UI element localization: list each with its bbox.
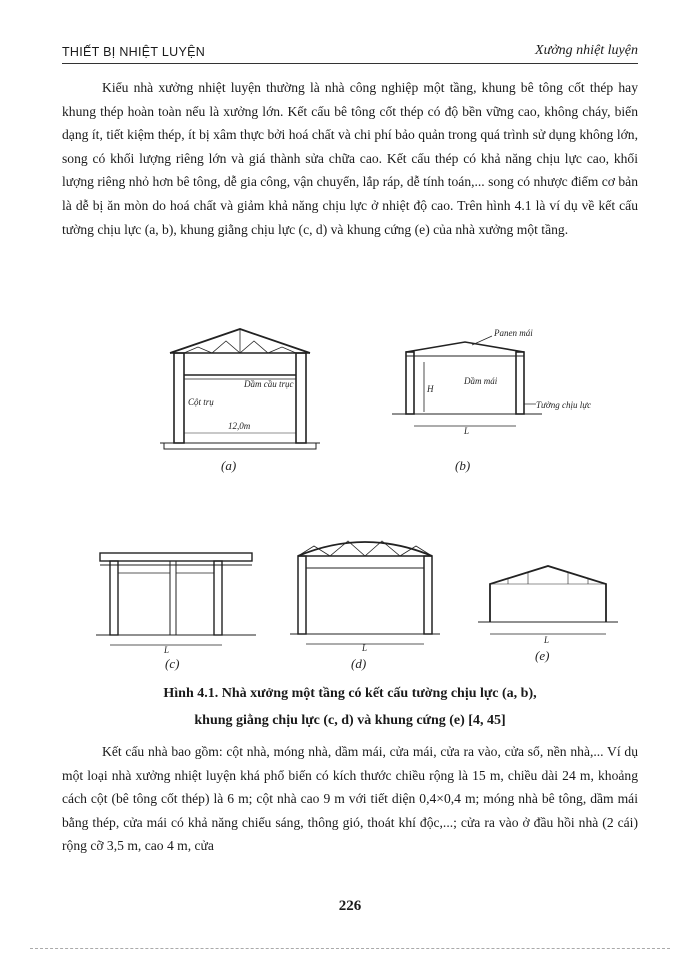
figure-b-label: (b) bbox=[455, 458, 471, 473]
figure-b-roof-panel-label: Panen mái bbox=[494, 328, 533, 338]
figure-e-length-label: L bbox=[544, 635, 550, 645]
header-chapter-title: Xưởng nhiệt luyện bbox=[535, 43, 638, 58]
figure-a-column-label: Cột trụ bbox=[188, 397, 214, 407]
figure-b-bearing-wall-label: Tường chịu lực bbox=[536, 400, 592, 410]
running-header bbox=[62, 40, 638, 64]
figure-a-bearing-wall-truss bbox=[160, 325, 320, 455]
figure-b-roof-beam-label: Dầm mái bbox=[464, 376, 498, 386]
figure-c-length-label: L bbox=[164, 645, 170, 655]
figure-b-bearing-wall-beam bbox=[392, 322, 612, 437]
figure-c-braced-frame-flat bbox=[96, 545, 256, 655]
figure-d-drawing bbox=[290, 532, 440, 652]
paragraph-structure-types: Kiểu nhà xưởng nhiệt luyện thường là nhà công nghiệp một tầng, khung bê tông cốt thép hay khung thép hoàn toàn nếu là xưởng lớn. Kết cấu bê tông cốt thép có độ bền vững cao, không cháy, biến dạng ít, tiết kiệm thép, ít bị xâm thực bởi hoá chất và chi phí bảo quản trong quá trình sử dụng không lớn, song có khối lượng riêng lớn và giá thành sửa chữa cao. Kết cấu thép có khả năng chịu lực cao, khối lượng riêng nhỏ hơn bê tông, dễ gia công, vận chuyển, lắp ráp, dễ tính toán,... song có nhược điểm cơ bản là dễ bị ăn mòn do hoá chất và giảm khả năng chịu lực ở nhiệt độ cao. Trên hình 4.1 là ví dụ về kết cấu tường chịu lực (a, b), khung giằng chịu lực (c, d) và khung cứng (e) của nhà xưởng một tầng. bbox=[62, 80, 638, 237]
figure-a-label: (a) bbox=[221, 458, 237, 473]
header-book-title: THIẾT BỊ NHIỆT LUYỆN bbox=[62, 45, 206, 59]
figure-b-height-label: H bbox=[427, 384, 434, 394]
page-bottom-rule bbox=[30, 948, 670, 949]
figure-d-length-label: L bbox=[362, 643, 368, 652]
page-number: 226 bbox=[338, 898, 362, 914]
figure-caption-line-1: Hình 4.1. Nhà xưởng một tầng có kết cấu tường chịu lực (a, b), bbox=[163, 686, 537, 701]
figure-a-drawing bbox=[160, 325, 320, 455]
figure-e-label: (e) bbox=[535, 648, 550, 663]
figure-b-length-label: L bbox=[464, 426, 470, 436]
figure-a-span-label: 12,0m bbox=[228, 421, 251, 431]
figure-b-drawing bbox=[392, 322, 612, 437]
figure-caption-line-2: khung giằng chịu lực (c, d) và khung cứng (e) [4, 45] bbox=[194, 713, 506, 728]
paragraph-structure-components: Kết cấu nhà bao gồm: cột nhà, móng nhà, dầm mái, cửa mái, cửa ra vào, cửa sổ, nền nhà,... Ví dụ một loại nhà xưởng nhiệt luyện khá phổ biến có kích thước chiều rộng là 15 m, chiều dài 24 m, khoảng cách cột (bê tông cốt thép) là 6 m; cột nhà cao 9 m với tiết diện 0,4×0,4 m; móng nhà bê tông, dầm mái bằng thép, cửa mái có khả năng chiếu sáng, thông gió, thoát khí độc,...; cửa ra vào ở đầu hồi nhà (2 cái) rộng cỡ 3,5 m, cao 4 m, cửa bbox=[62, 744, 638, 854]
figure-a-crane-beam-label: Dầm cầu trục bbox=[244, 379, 294, 389]
figure-e-drawing bbox=[478, 560, 618, 645]
figure-c-label: (c) bbox=[165, 656, 180, 671]
figure-c-drawing bbox=[96, 545, 256, 655]
figure-e-rigid-frame bbox=[478, 560, 618, 645]
figure-d-braced-frame-arched bbox=[290, 532, 440, 652]
figure-d-label: (d) bbox=[351, 656, 367, 671]
